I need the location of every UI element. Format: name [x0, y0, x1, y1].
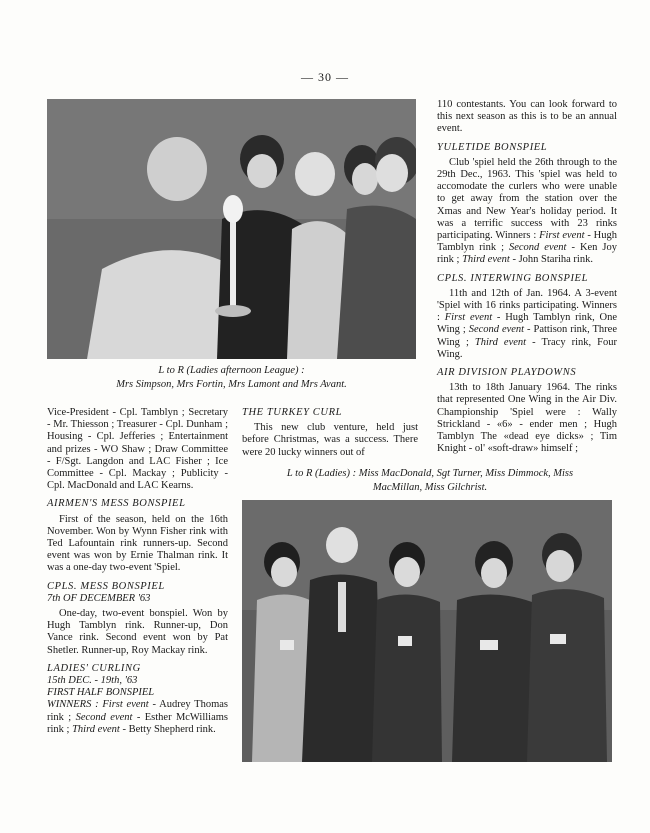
cpls-mess-text: One-day, two-event bonspiel. Won by Hugh Tamblyn rink. Runner-up, Don Vance rink. Second event won by Pat Shetler. Runner-up, Roy Mackay rink.: [47, 608, 228, 656]
turkey-curl-heading: THE TURKEY CURL: [242, 407, 343, 418]
yuletide-heading: YULETIDE BONSPIEL: [437, 141, 548, 153]
left-column: [47, 407, 228, 736]
interwing-first-label: First event: [444, 312, 493, 324]
airmen-mess-text: First of the season, held on the 16th November. Won by Wynn Fisher rink with Ted Lafountain rink runners-up. Second event was won by Ernie Thalman rink. It was a one-day two-event 'Spiel.: [47, 513, 228, 574]
third-event-label: Third event: [72, 723, 120, 735]
photo1-caption: [47, 364, 416, 392]
yuletide-first-label: First event: [539, 230, 585, 242]
cpls-mess-date: 7th OF DECEMBER '63: [47, 592, 151, 604]
interwing-second-label: Second event: [468, 324, 525, 336]
interwing-body: 11th and 12th of Jan. 1964. A 3-event 'Spiel with 16 rinks participating. Winners :: [437, 287, 617, 324]
interwing-first-text: - Hugh Tamblyn rink, One Wing ;: [437, 312, 617, 336]
yuletide-second-text: - Ken Joy rink ;: [437, 242, 618, 266]
ladies-winners: [47, 699, 228, 736]
photo1-caption-line1: L to R (Ladies afternoon League) :: [158, 365, 305, 376]
ladies-curling-date: 15th DEC. - 19th, '63: [47, 675, 138, 687]
yuletide-third-label: Third event: [462, 254, 510, 266]
turkey-curl-continued: 110 contestants. You can look forward to this next season as this is to be an annual event.: [437, 99, 617, 135]
turkey-curl-text: This new club venture, held just before Christmas, was a success. There were 20 lucky winners out of: [242, 422, 418, 458]
first-half-heading: FIRST HALF BONSPIEL: [47, 687, 155, 699]
first-event-label: First event: [102, 699, 149, 711]
second-event-label: Second event: [75, 711, 133, 723]
second-event-text: - Esther McWilliams rink ;: [47, 711, 229, 735]
page-number: — 30 —: [301, 70, 349, 84]
airmen-mess-heading: AIRMEN'S MESS BONSPIEL: [47, 498, 186, 510]
middle-column: [242, 407, 418, 459]
air-division-text: 13th to 18th January 1964. The rinks that represented One Wing in the Air Div. Championship 'Spiel were : Wally Strickland - «6» - ender men ; Hugh Tamblyn The «dead eye dicks» ; Tim Knight - ol' «soft-draw» himself ;: [437, 382, 617, 455]
officers-paragraph: Vice-President - Cpl. Tamblyn ; Secretary - Mr. Thiesson ; Treasurer - Cpl. Dunham ; Housing - Cpl. Jefferies ; Entertainment and prizes - WO Shaw ; Draw Committee - F/Sgt. Langdon and LAC Fisher ; Ice Committee - Cpl. Mackay ; Publicity - Cpl. MacDonald and LAC Kearns.: [47, 407, 228, 492]
third-event-text: - Betty Shepherd rink.: [122, 723, 216, 735]
photo-ladies-afternoon-league: [47, 99, 416, 359]
interwing-text: [437, 288, 617, 361]
yuletide-first-text: - Hugh Tamblyn rink ;: [437, 230, 617, 254]
yuletide-text: [437, 157, 617, 267]
photo2-caption: [240, 467, 620, 495]
right-column: [437, 99, 617, 455]
photo2-caption-line2: MacMillan, Miss Gilchrist.: [372, 482, 488, 493]
photo1-caption-line2: Mrs Simpson, Mrs Fortin, Mrs Lamont and Mrs Avant.: [116, 379, 347, 390]
yuletide-third-text: - John Stariha rink.: [512, 254, 593, 266]
interwing-third-text: - Tracy rink, Four Wing.: [437, 336, 618, 360]
photo-ladies-group: [242, 500, 612, 762]
first-event-text: - Audrey Thomas rink ;: [47, 699, 229, 723]
winners-label: WINNERS :: [47, 699, 99, 711]
ladies-curling-heading: LADIES' CURLING: [47, 662, 141, 674]
photo2-caption-line1: L to R (Ladies) : Miss MacDonald, Sgt Turner, Miss Dimmock, Miss: [286, 468, 574, 479]
yuletide-body: Club 'spiel held the 26th through to the 29th Dec., 1963. This 'spiel was held to accomodate the curlers who were unable to get away from the station over the Xmas and New Year's holiday period. It was a terrific success with 23 rinks participating. Winners :: [437, 156, 617, 242]
interwing-heading: CPLS. INTERWING BONSPIEL: [437, 272, 589, 284]
yuletide-second-label: Second event: [508, 242, 567, 254]
interwing-second-text: - Pattison rink, Three Wing ;: [437, 324, 618, 348]
cpls-mess-heading: CPLS. MESS BONSPIEL: [47, 580, 165, 592]
interwing-third-label: Third event: [474, 336, 527, 348]
air-division-heading: AIR DIVISION PLAYDOWNS: [437, 367, 577, 379]
